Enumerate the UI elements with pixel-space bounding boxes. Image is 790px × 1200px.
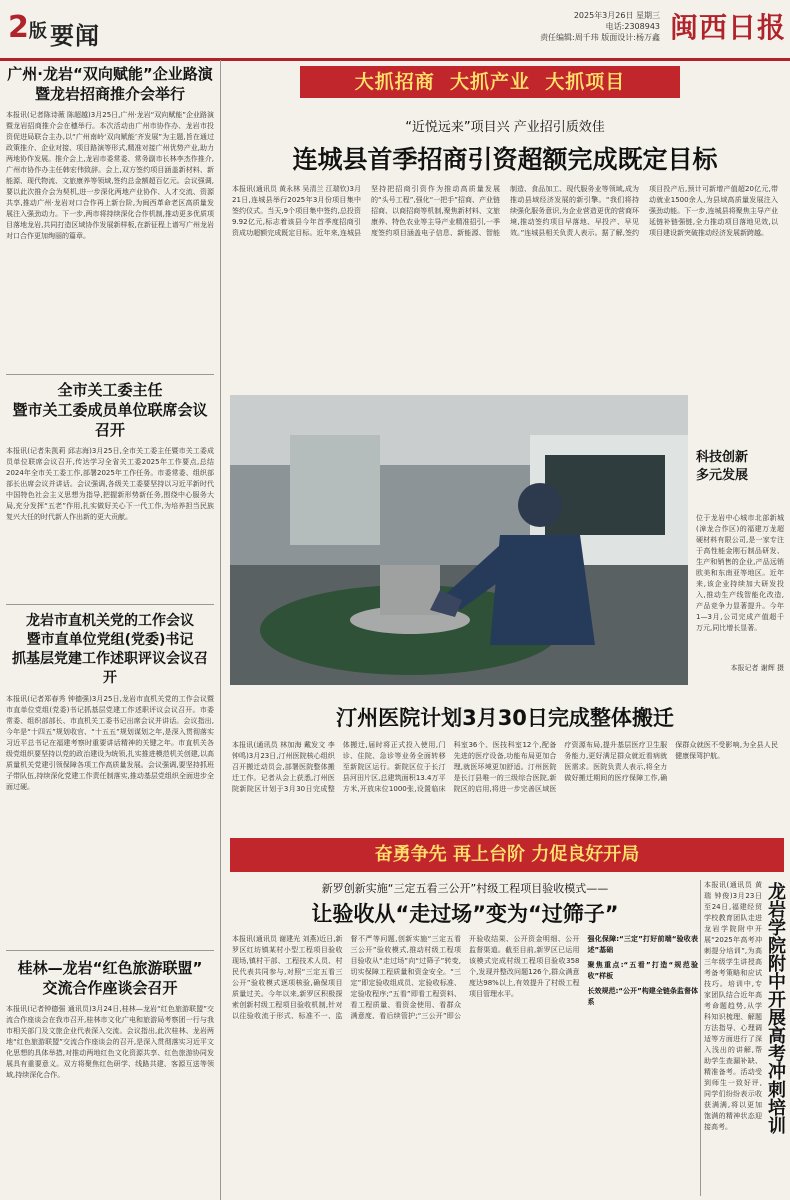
factory-photo-image bbox=[230, 395, 688, 685]
divider bbox=[6, 604, 214, 605]
left-story-1-title: 广州·龙岩“双向赋能”企业路演 暨龙岩招商推介会举行 bbox=[7, 65, 213, 103]
main-story-body: 本报讯(通讯员 黄永林 吴清兰 江瑞钦)3月21日,连城县举行2025年3月份项目集中签约仪式。当天,9个项目集中签约,总投资9.92亿元,标志着该县今年首季度招商引资成功超额完成既定目标。近年来,连城县坚持把招商引资作为推动高质量发展的“头号工程”,强化“一把手”招商、产业链招商、以商招商等机制,聚焦新材料、文旅康养、特色农业等主导产业精准招引,一季度签约项目涵盖电子信息、新能源、智能制造、食品加工、现代服务业等领域,成为推动县域经济发展的新引擎。“我们将持续强化服务意识,为企业营造更优的营商环境,推动签约项目早落地、早投产、早见效。”连城县相关负责人表示。据了解,签约项目投产后,预计可新增产值超20亿元,带动就业1500余人,为县域高质量发展注入强劲动能。下一步,连城县将聚焦主导产业延链补链强链,全力推动项目落地见效,以项目建设新突破推动经济发展新跨越。 bbox=[232, 185, 778, 237]
left-story-3-body: 本报讯(记者郑春秀 钟德强)3月25日,龙岩市直机关党的工作会议暨市直单位党组(党委)书记抓基层党建工作述职评议会议召开。市委常委、组织部部长、市直机关工委书记出席会议并讲话。会议指出,今年是“十四五”规划收官、“十五五”规划谋划之年,是深入贯彻落实习近平总书记在福建考察时重要讲话精神的关键之年。市直机关各级党组织要坚持以党的政治建设为统领,扎实推进模范机关创建,以高质量机关党建引领保障各项工作高质量发展。会议强调,要坚持抓班子带队伍,持续深化党建工作责任制落实,推动基层党组织全面进步全面过硬。 bbox=[6, 695, 214, 791]
left-story-4 bbox=[6, 958, 214, 1194]
divider bbox=[6, 950, 214, 951]
header-phone: 电话:2308943 bbox=[605, 22, 660, 31]
page-number: 2版 bbox=[8, 10, 47, 45]
left-story-3-title: 龙岩市直机关党的工作会议 暨市直单位党组(党委)书记 抓基层党建工作述职评议会议召开 bbox=[12, 613, 208, 686]
bottom-story-headline: 让验收从“走过场”变为“过筛子” bbox=[311, 902, 619, 926]
top-banner: 大抓招商 大抓产业 大抓项目 bbox=[300, 66, 680, 98]
bottom-subhead-1: 强化保障:“三定”打好前端“验收表述”基础 bbox=[587, 935, 698, 954]
newspaper-logo: 闽西日报 bbox=[670, 11, 787, 44]
column-divider bbox=[700, 880, 701, 1196]
right-bottom-title: 龙岩学院附中开展高考冲刺培训 bbox=[765, 882, 786, 1134]
header-editors: 责任编辑:周千玮 版面设计:杨万鑫 bbox=[540, 33, 660, 42]
right-bottom-body: 本报讯(通讯员 黄瑞 钟俊)3月23日至24日,福建经贸学校教育团队走进龙岩学院附中开展“2025年高考冲刺提分培训”,为高三年级学生讲授高考备考策略和应试技巧。培训中,专家团队结合近年高考命题趋势,从学科知识梳理、解题方法指导、心理调适等方面进行了深入浅出的讲解,帮助学生查漏补缺、精准备考。活动受到师生一致好评,同学们纷纷表示收获满满,将以更加饱满的精神状态迎接高考。 bbox=[704, 881, 762, 1131]
bottom-story-body: 本报讯(通讯员 谢建光 刘燕)近日,新罗区红坊镇某村小型工程项目验收现场,镇村干部、工程技术人员、村民代表共同参与,对照“三定五看三公开”验收模式逐项核验,确保项目质量过关。今年以来,新罗区积极探索创新村级工程项目验收机制,针对以往验收流于形式、标准不一、监督不严等问题,创新实施“三定五看三公开”验收模式,推动村级工程项目验收从“走过场”向“过筛子”转变,切实保障工程质量和资金安全。“三定”即定验收组成员、定验收标准、定验收程序;“五看”即看工程资料、看工程质量、看资金使用、看群众满意度、看后续管护;“三公开”即公开验收结果、公开资金明细、公开监督渠道。截至目前,新罗区已运用该模式完成村级工程项目验收358个,发现并整改问题126个,群众满意度达98%以上,有效提升了村级工程项目管理水平。 强化保障:“三定”打好前端“验收表述”基础 聚焦重点:“五看”打造“规范验收”样板 长效规范:“公开”构建全链条监督体系 bbox=[232, 935, 698, 1020]
left-story-4-title: 桂林—龙岩“红色旅游联盟” 交流合作座谈会召开 bbox=[17, 959, 203, 997]
mid-banner: 奋勇争先 再上台阶 力促良好开局 bbox=[230, 838, 784, 872]
main-story-headline: 连城县首季招商引资超额完成既定目标 bbox=[292, 145, 718, 174]
left-story-1 bbox=[6, 64, 214, 374]
bottom-subhead-2: 聚焦重点:“五看”打造“规范验收”样板 bbox=[587, 961, 698, 980]
column-divider bbox=[220, 60, 221, 1200]
left-story-2-title: 全市关工委主任 暨市关工委成员单位联席会议召开 bbox=[12, 381, 208, 439]
header-date: 2025年3月26日 星期三 bbox=[573, 11, 660, 20]
hospital-story-headline: 汀州医院计划3月30日完成整体搬迁 bbox=[336, 706, 674, 730]
bottom-story-kicker: 新罗创新实施“三定五看三公开”村级工程项目验收模式—— bbox=[321, 882, 609, 895]
left-story-4-body: 本报讯(记者钟德强 通讯员)3月24日,桂林—龙岩“红色旅游联盟”交流合作座谈会在我市召开,桂林市文化广电和旅游局考察团一行与我市相关部门及文旅企业代表深入交流。会议指出,此次桂林、龙岩两地“红色旅游联盟”交流合作座谈会的召开,是深入贯彻落实习近平文化思想的具体举措,对推动两地红色文化资源共享、红色旅游协同发展具有重要意义。双方将聚焦红色研学、线路共建、客源互送等领域,持续深化合作。 bbox=[6, 1005, 214, 1079]
main-story-kicker: “近悦远来”项目兴 产业招引质效佳 bbox=[405, 120, 605, 135]
factory-photo bbox=[230, 395, 688, 685]
divider bbox=[6, 374, 214, 375]
science-box-credit: 本报记者 谢辉 摄 bbox=[730, 664, 784, 672]
left-story-1-body: 本报讯(记者陈诗薇 陈超越)3月25日,广州·龙岩“双向赋能”企业路演暨龙岩招商推介会在穗举行。本次活动由广州市协作办、龙岩市投资促进局联合主办,以“广州南岭‘双向赋能’齐发展”为主题,旨在通过政策推介、企业对接、项目路演等形式,精准对接广州优势产业,助力两地协作发展。推介会上,龙岩市委常委、常务副市长林李杰作推介,广州市协作办主任韩宏伟致辞。会上,双方签约项目涵盖新材料、新能源、现代物流、文旅康养等领域,签约总金额超百亿元。会议强调,要以此次推介会为契机,进一步深化两地产业协作、人才交流、资源共享,推动广州·龙岩对口合作再上新台阶,为闽西革命老区高质量发展注入强劲动力。下一步,两市将持续深化合作机制,推动更多优质项目落地龙岩,共同打造区域协作发展新样板,在新征程上谱写广州龙岩对口合作更加绚丽的篇章。 bbox=[6, 111, 214, 240]
left-story-2-body: 本报讯(记者朱凯莉 邱志海)3月25日,全市关工委主任暨市关工委成员单位联席会议召开,传达学习全省关工委2025年工作要点,总结2024年全市关工委工作,部署2025年工作任务。市委常委、组织部部长出席会议并讲话。会议强调,各级关工委要坚持以习近平新时代中国特色社会主义思想为指导,把握新形势新任务,围绕中心服务大局,充分发挥“五老”作用,扎实做好关心下一代工作,为培养担当民族复兴大任的时代新人作出新的更大贡献。 bbox=[6, 447, 214, 521]
section-name: 要闻 bbox=[50, 22, 100, 50]
left-story-3 bbox=[6, 612, 214, 954]
bottom-subhead-3: 长效规范:“公开”构建全链条监督体系 bbox=[587, 987, 698, 1006]
hospital-story-body: 本报讯(通讯员 林加海 戴发文 李钟鸣)3月23日,汀州医院核心组织召开搬迁动员会,部署医院整体搬迁工作。记者从会上获悉,汀州医院新院区计划于3月30日完成整体搬迁,届时将正式投入使用,门诊、住院、急诊等业务全面转移至新院区运行。新院区位于长汀县河田片区,总建筑面积13.4万平方米,开放床位1000张,设置临床科室36个、医技科室12个,配备先进的医疗设备,功能布局更加合理,就医环境更加舒适。汀州医院是长汀县唯一的三级综合医院,新院区的启用,将进一步完善区域医疗资源布局,提升基层医疗卫生服务能力,更好满足群众就近看病就医需求。医院负责人表示,将全力做好搬迁期间的医疗保障工作,确保群众就医不受影响,为全县人民健康保驾护航。 bbox=[232, 741, 778, 793]
science-box-body: 位于龙岩中心城市北部新城(漳龙合作区)的福建万龙超硬材料有限公司,是一家专注于高性能金刚石制品研发、生产和销售的企业,产品远销欧美和东南亚等地区。近年来,该企业持续加大研发投入,推动生产线智能化改造,产品竞争力显著提升。今年1—3月,公司完成产值超千万元,同比增长显著。 bbox=[696, 514, 784, 632]
science-box-title: 科技创新 多元发展 bbox=[696, 450, 749, 483]
science-box bbox=[696, 395, 784, 685]
left-story-2 bbox=[6, 380, 214, 622]
header-meta bbox=[470, 10, 660, 43]
